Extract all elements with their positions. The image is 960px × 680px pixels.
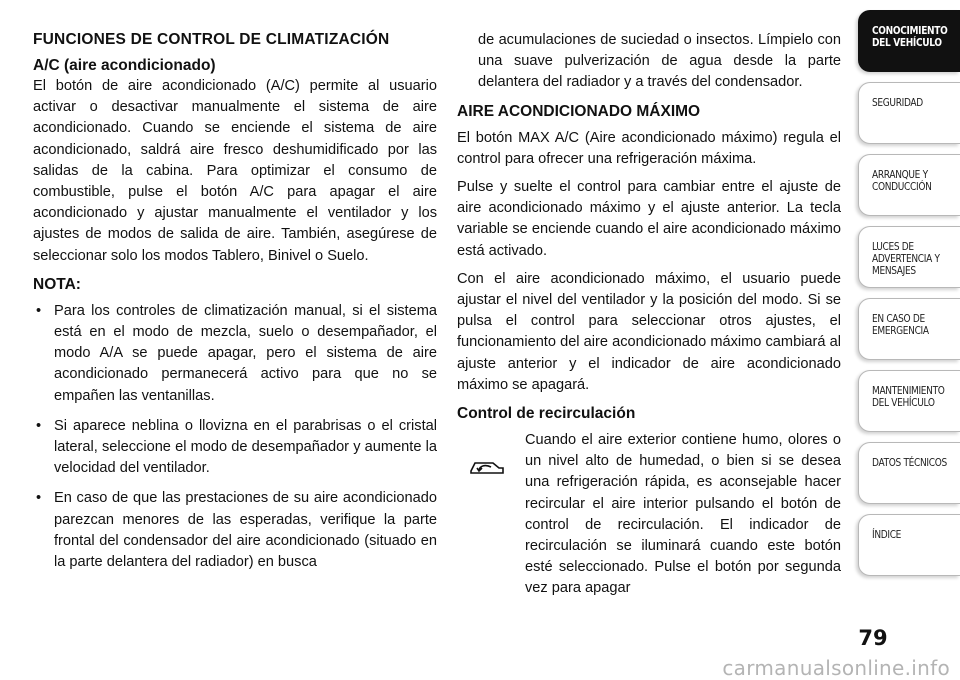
recirculation-paragraph: Cuando el aire exterior contiene humo, olores o un nivel alto de humedad, o bien si se desea una refrigeración rápida, es aconsejable hacer recircular el aire interior pulsando el botón de control de recirculación. El indicador de recirculación se iluminará cuando este botón esté seleccionado. Pulse el botón por segunda vez para apagar [525,432,841,597]
recirculation-heading: Control de recirculación [457,405,636,423]
max-ac-paragraph-3: Con el aire acondicionado máximo, el usuario puede ajustar el nivel del ventilador y la posición del modo. Si se pulsa el control para seleccionar otros ajustes, el funcionamiento del aire acondicionado máximo cambiará al ajuste anterior y el indicador de aire acondicionado máximo se apagará. [457,270,841,393]
tab-label: DATOS TÉCNICOS [872,456,947,469]
tab-label: LUCES DE ADVERTENCIA Y MENSAJES [872,240,940,277]
bullet-icon: • [36,417,42,434]
bullet-continuation: de acumulaciones de suciedad o insectos. Límpielo con una suave pulverización de agua desde la parte delantera del radiador y a través del condensador. [478,32,841,91]
tab-label: CONOCIMIENTO DEL VEHÍCULO [872,24,948,49]
note-bullet [33,416,437,480]
ac-heading: A/C (aire acondicionado) [33,57,216,74]
tab-datos-tecnicos[interactable] [858,442,960,504]
left-column [33,30,437,582]
tab-label: EN CASO DE EMERGENCIA [872,312,929,337]
bullet-text: Si aparece neblina o llovizna en el parabrisas o el cristal lateral, seleccione el modo de desempañador y aumente la velocidad del ventilador. [54,417,437,477]
tab-indice[interactable] [858,514,960,576]
recirculation-section [457,430,841,600]
tab-conocimiento-del-vehiculo[interactable] [858,10,960,72]
tab-arranque-y-conduccion[interactable] [858,154,960,216]
note-bullet [33,301,437,407]
max-ac-heading: AIRE ACONDICIONADO MÁXIMO [457,102,701,120]
max-ac-paragraph-2: Pulse y suelte el control para cambiar entre el ajuste de aire acondicionado máximo y el ajuste anterior. La tecla variable se enciende cuando el aire acondicionado máximo está activado. [457,179,841,259]
tab-seguridad[interactable] [858,82,960,144]
page-number: 79 [858,626,888,650]
nota-heading: NOTA: [33,275,81,293]
tab-label: MANTENIMIENTO DEL VEHÍCULO [872,384,945,409]
tab-label: ARRANQUE Y CONDUCCIÓN [872,168,932,193]
max-ac-paragraph-1: El botón MAX A/C (Aire acondicionado máximo) regula el control para ofrecer una refrigeración máxima. [457,129,841,167]
bullet-text: En caso de que las prestaciones de su aire acondicionado parezcan menores de las esperadas, verifique la parte frontal del condensador del aire acondicionado (situado en la parte delantera del radiador) en busca [54,490,437,571]
section-title: FUNCIONES DE CONTROL DE CLIMATIZACIÓN [33,31,390,48]
section-tabs [858,10,960,586]
recirculation-icon [467,456,507,478]
tab-label: ÍNDICE [872,528,902,541]
bullet-icon: • [36,302,42,319]
tab-luces-de-advertencia[interactable] [858,226,960,288]
watermark: carmanualsonline.info [722,656,950,680]
note-bullet [33,488,437,573]
tab-label: SEGURIDAD [872,96,923,109]
bullet-text: Para los controles de climatización manual, si el sistema está en el modo de mezcla, suelo o desempañador, el modo A/A se puede apagar, pero el sistema de aire acondicionado permanecerá activo para que no se empañen las ventanillas. [54,302,437,404]
right-column [457,30,841,600]
tab-mantenimiento[interactable] [858,370,960,432]
ac-paragraph: El botón de aire acondicionado (A/C) permite al usuario activar o desactivar manualmente el sistema de aire acondicionado. Cuando se enciende el sistema de aire acondicionado, saldrá aire fresco deshumidificado por las salidas de la cabina. Para optimizar el consumo de combustible, pulse el botón A/C para apagar el aire acondicionado y ajustar manualmente el ventilador y los ajustes de modos de salida de aire. También, asegúrese de seleccionar solo los modos Tablero, Binivel o Suelo. [33,78,437,264]
bullet-icon: • [36,490,42,507]
tab-en-caso-de-emergencia[interactable] [858,298,960,360]
